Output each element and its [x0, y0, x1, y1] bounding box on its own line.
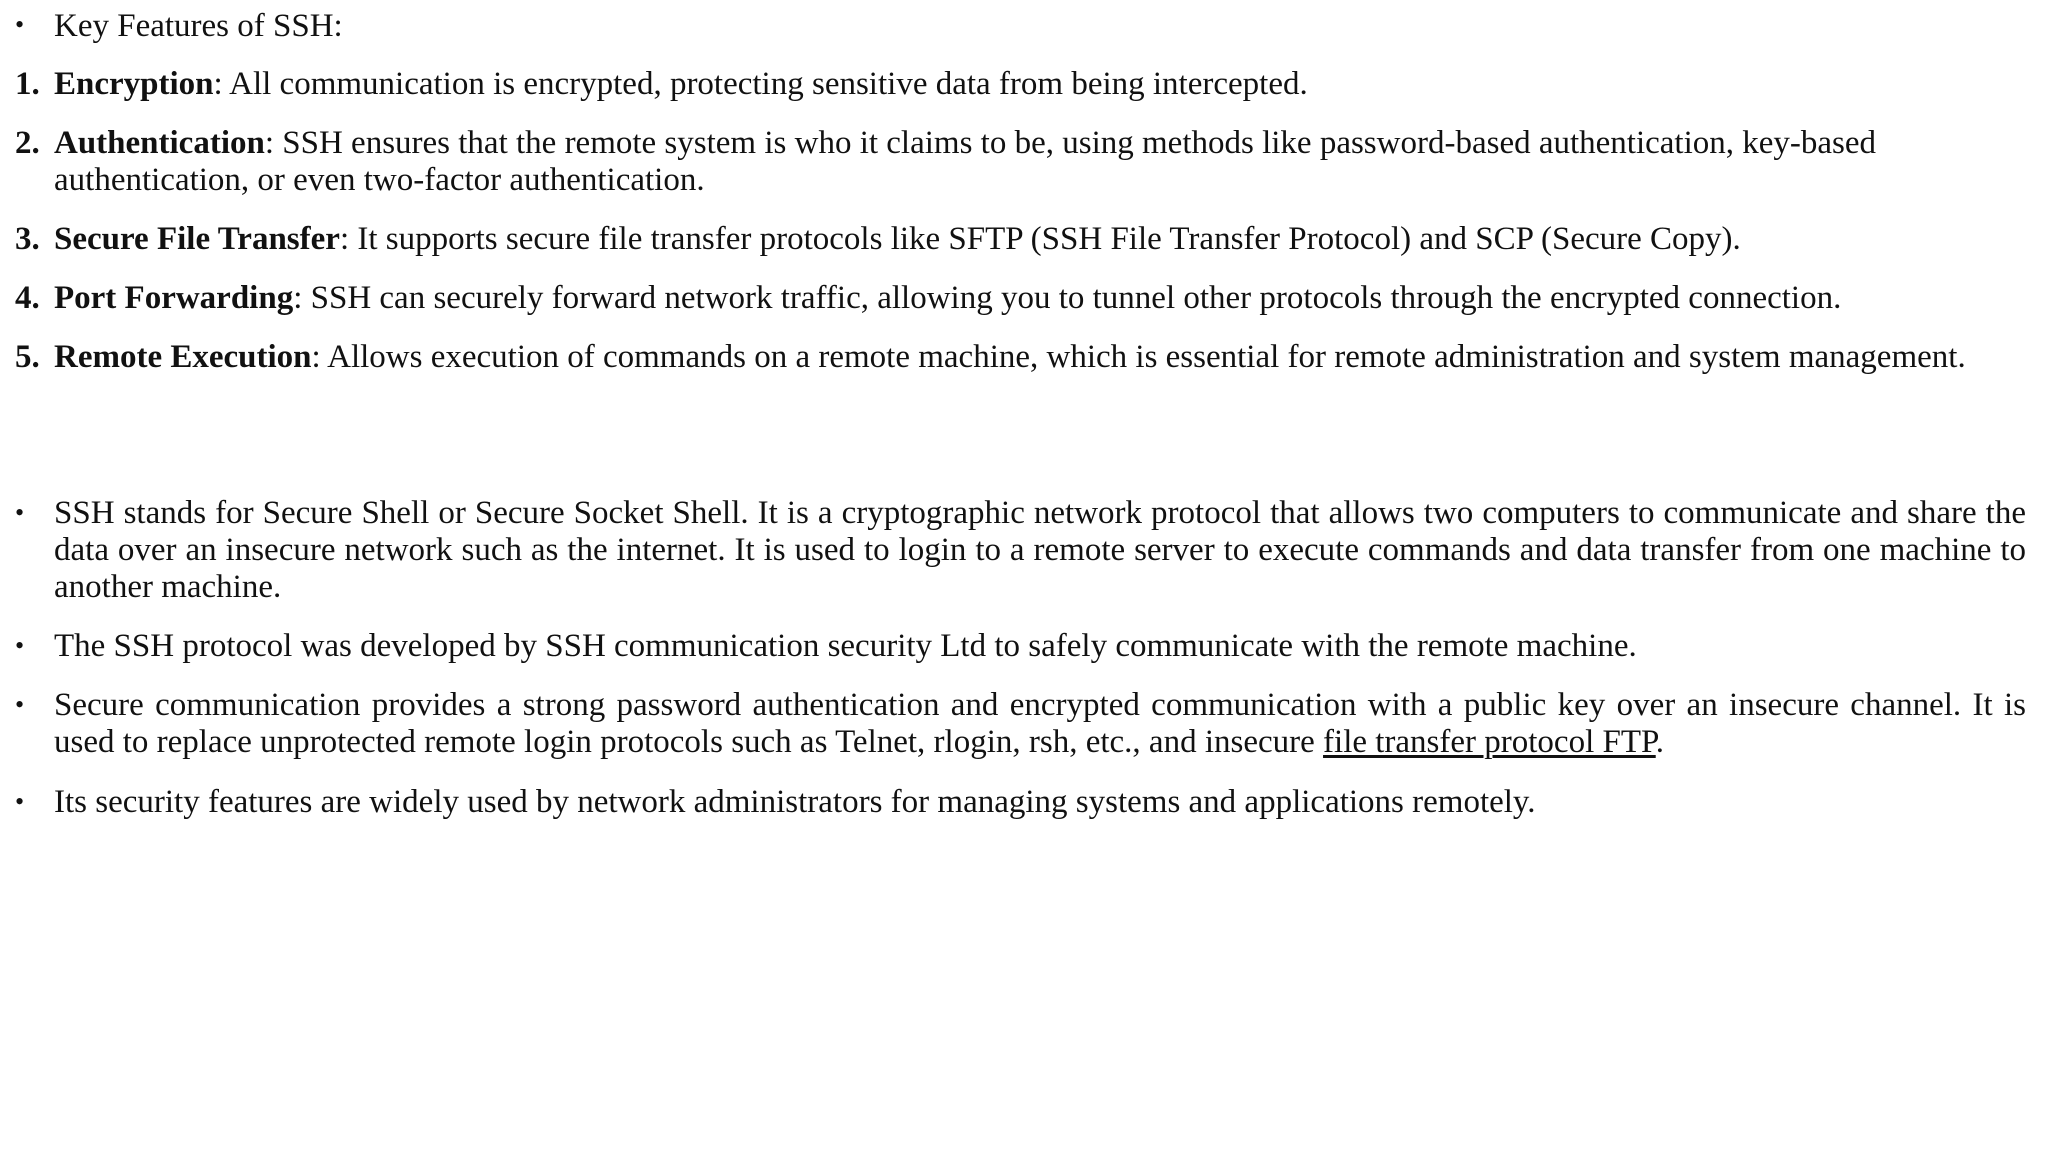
feature-item-port-forwarding [54, 280, 2014, 317]
ssh-history-paragraph: The SSH protocol was developed by SSH communication security Ltd to safely communicate with the remote machine. [54, 628, 1637, 664]
bullet-marker: • [15, 498, 25, 527]
feature-number: 4. [15, 280, 40, 316]
feature-number: 1. [15, 66, 40, 102]
paragraph-end: . [1655, 724, 1664, 760]
ftp-link[interactable]: file transfer protocol FTP [1323, 724, 1656, 760]
feature-title: Authentication [54, 125, 265, 161]
feature-number: 3. [15, 221, 40, 257]
bullet-marker: • [15, 631, 25, 660]
security-features-paragraph: Its security features are widely used by network administrators for managing systems and applications remotely. [54, 784, 1536, 820]
feature-title: Encryption [54, 66, 214, 102]
bullet-marker: • [15, 787, 25, 816]
feature-item-secure-file-transfer [54, 221, 2014, 258]
feature-item-remote-execution [54, 339, 2014, 376]
secure-communication-paragraph [54, 687, 2026, 761]
feature-item-encryption [54, 66, 2014, 103]
ssh-definition-paragraph: SSH stands for Secure Shell or Secure Socket Shell. It is a cryptographic network protocol that allows two computers to communicate and share the data over an insecure network such as the internet. It is used to login to a remote server to execute commands and data transfer from one machine to another machine. [54, 495, 2026, 605]
paragraph-text: Secure communication provides a strong password authentication and encrypted communication with a public key over an insecure channel. It is used to replace unprotected remote login protocols such as Telnet, rlogin, rsh, etc., and insecure [54, 687, 2026, 760]
feature-number: 5. [15, 339, 40, 375]
features-heading: Key Features of SSH: [54, 8, 343, 44]
bullet-marker: • [15, 690, 25, 719]
feature-title: Remote Execution [54, 339, 312, 375]
feature-item-authentication [54, 125, 2014, 199]
feature-title: Port Forwarding [54, 280, 294, 316]
feature-text: : SSH can securely forward network traffic, allowing you to tunnel other protocols through the encrypted connection. [293, 280, 1842, 316]
feature-text: : Allows execution of commands on a remote machine, which is essential for remote administration and system management. [311, 339, 1966, 375]
feature-number: 2. [15, 125, 40, 161]
feature-text: : All communication is encrypted, protecting sensitive data from being intercepted. [213, 66, 1308, 102]
feature-title: Secure File Transfer [54, 221, 340, 257]
feature-text: : It supports secure file transfer protocols like SFTP (SSH File Transfer Protocol) and SCP (Secure Copy). [339, 221, 1741, 257]
bullet-marker: • [15, 10, 25, 39]
feature-text: : SSH ensures that the remote system is who it claims to be, using methods like password-based authentication, key-based authentication, or even two-factor authentication. [54, 125, 1877, 198]
